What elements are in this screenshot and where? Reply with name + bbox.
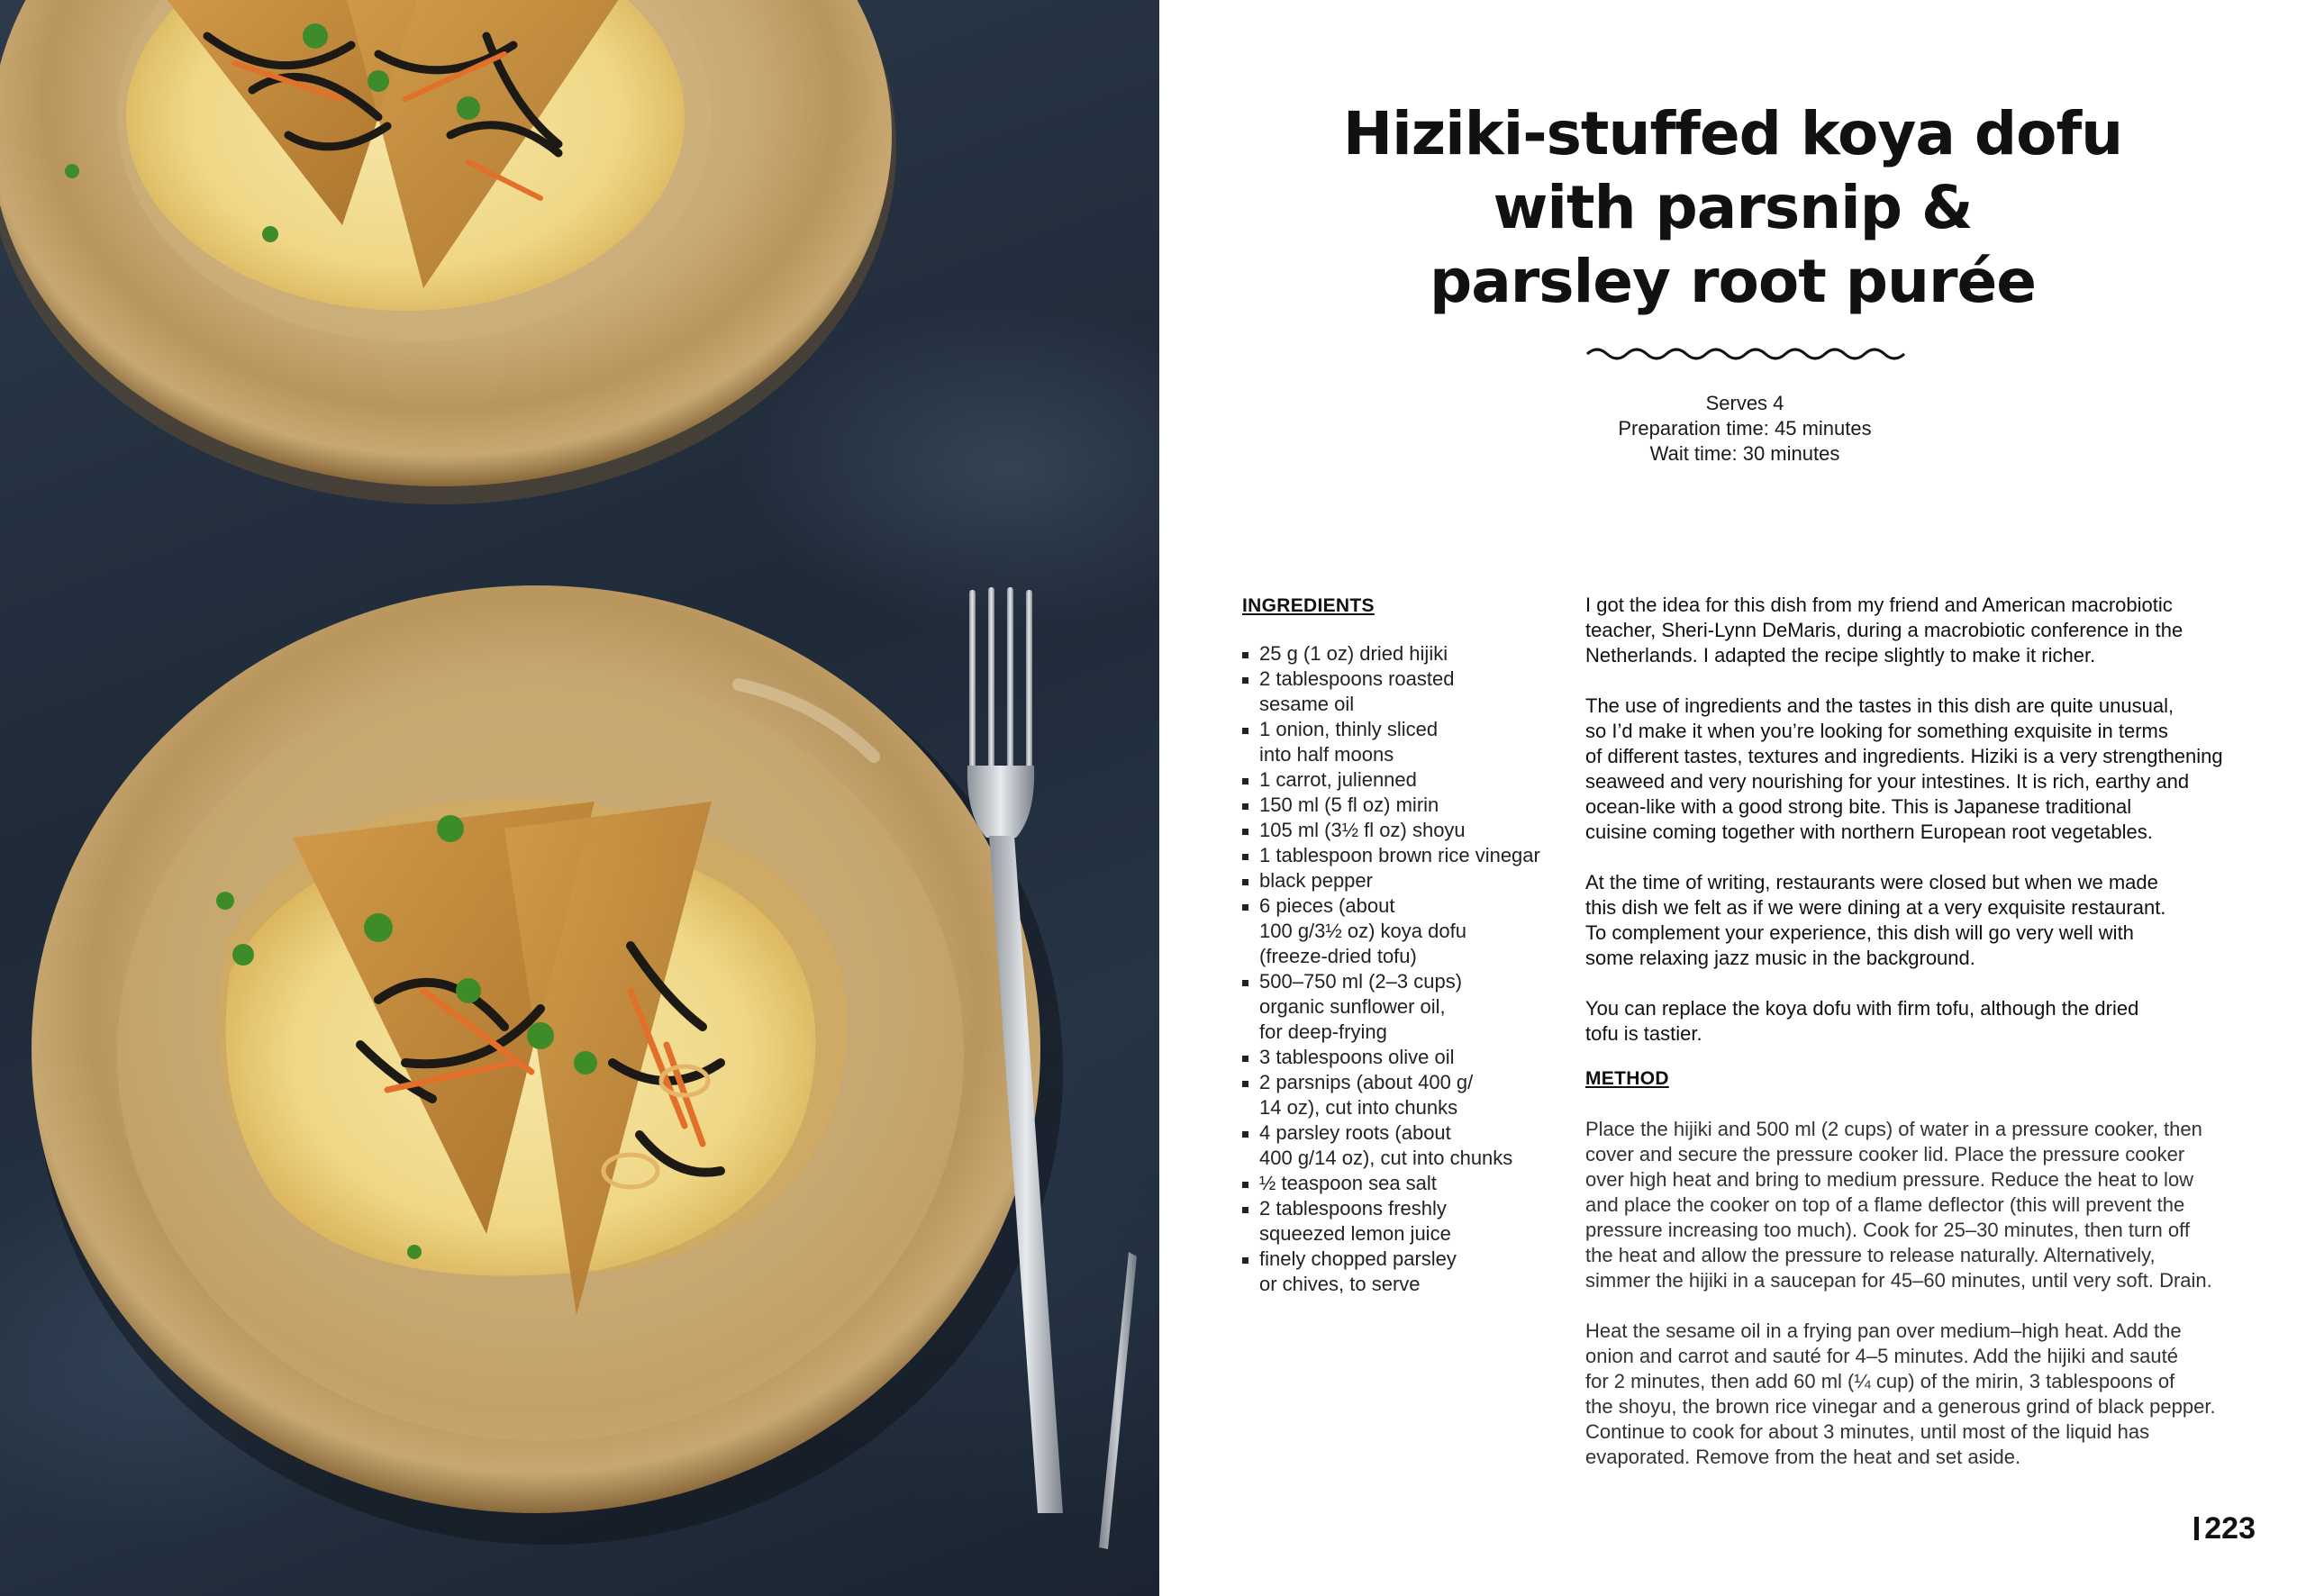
ingredient-text: 1 onion, thinly sliced (1259, 718, 1439, 740)
ingredient-text: organic sunflower oil, (1259, 995, 1446, 1018)
wait-time-text: Wait time: 30 minutes (1649, 442, 1840, 465)
ingredient-text: 4 parsley roots (about (1259, 1121, 1451, 1144)
ingredient-text: for deep-frying (1259, 1020, 1387, 1043)
ingredient-text: or chives, to serve (1259, 1273, 1421, 1295)
page-number (2194, 1511, 2256, 1546)
ingredient-text: 1 carrot, julienned (1259, 768, 1417, 791)
ingredient-text: 1 tablespoon brown rice vinegar (1259, 844, 1540, 866)
title-line: Hiziki-stuffed koya dofu (1342, 99, 2123, 168)
ingredient-text: 2 tablespoons freshly (1259, 1197, 1447, 1220)
recipe-meta (1159, 391, 2306, 467)
ingredient-item (1242, 1196, 1566, 1247)
ingredient-item (1242, 1070, 1566, 1120)
ingredient-text: into half moons (1259, 743, 1394, 766)
ingredient-text: ½ teaspoon sea salt (1259, 1172, 1437, 1194)
ingredient-text: 3 tablespoons olive oil (1259, 1046, 1455, 1068)
method-step: Heat the sesame oil in a frying pan over medium–high heat. Add the onion and carrot and sauté for 4–5 minutes. Add the hijiki and sauté for 2 minutes, then add 60 ml (¼ cup) of the mirin, 3 tablespoons of the shoyu, the brown rice vinegar and a generous grind of black pepper. Continue to cook for about 3 minutes, until most of the liquid has evaporated. Remove from the heat and set aside. (1585, 1319, 2216, 1468)
ingredient-item (1242, 1247, 1566, 1297)
method-heading: METHOD (1585, 1068, 1669, 1089)
ingredients-list (1242, 641, 1566, 1297)
ingredient-item (1242, 1120, 1566, 1171)
ingredient-text: 500–750 ml (2–3 cups) (1259, 970, 1463, 993)
page-number-bar (2194, 1517, 2199, 1540)
ingredient-text: black pepper (1259, 869, 1373, 892)
ingredient-text: 2 tablespoons roasted (1259, 667, 1455, 690)
ingredient-item (1242, 1171, 1566, 1196)
method-step: Place the hijiki and 500 ml (2 cups) of water in a pressure cooker, then cover and secure the pressure cooker lid. Place the pressure cooker over high heat and bring to medium pressure. Reduce the heat to low and place the cooker on top of a flame deflector (this will prevent the pressure increasing too much). Cook for 25–30 minutes, then turn off the heat and allow the pressure to release naturally. Alternatively, simmer the hijiki in a saucepan for 45–60 minutes, until very soft. Drain. (1585, 1118, 2212, 1292)
top-plate (0, 0, 896, 504)
intro-paragraph: The use of ingredients and the tastes in this dish are quite unusual, so I’d make it when you’re looking for something exquisite in terms of different tastes, textures and ingredients. Hiziki is a very strengthening seaweed and very nourishing for your intestines. It is rich, earthy and ocean-like with a good strong bite. This is Japanese traditional cuisine coming together with northern European root vegetables. (1585, 694, 2223, 843)
ingredient-text: 105 ml (3½ fl oz) shoyu (1259, 819, 1466, 841)
ingredient-text: (freeze-dried tofu) (1259, 945, 1417, 967)
ingredient-text: squeezed lemon juice (1259, 1222, 1451, 1245)
intro-paragraph: I got the idea for this dish from my friend and American macrobiotic teacher, Sheri-Lynn DeMaris, during a macrobiotic conference in the Netherlands. I adapted the recipe slightly to make it richer. (1585, 594, 2183, 667)
serves-text: Serves 4 (1705, 392, 1784, 414)
ingredient-text: 400 g/14 oz), cut into chunks (1259, 1147, 1513, 1169)
ingredient-text: 14 oz), cut into chunks (1259, 1096, 1458, 1119)
ingredient-item (1242, 641, 1566, 667)
title-line: parsley root purée (1429, 247, 2037, 316)
intro-text (1585, 593, 2270, 1047)
intro-paragraph: At the time of writing, restaurants were closed but when we made this dish we felt as if we were dining at a very exquisite restaurant. To complement your experience, this dish will go very well with some relaxing jazz music in the background. (1585, 871, 2166, 969)
recipe-title (1159, 97, 2306, 319)
ingredient-item (1242, 717, 1566, 767)
ingredient-item (1242, 767, 1566, 793)
ingredient-item (1242, 818, 1566, 843)
ingredient-item (1242, 969, 1566, 1045)
ingredient-text: 150 ml (5 fl oz) mirin (1259, 793, 1439, 816)
prep-time-text: Preparation time: 45 minutes (1618, 417, 1872, 440)
ingredient-item (1242, 893, 1566, 969)
page-number-text: 223 (2204, 1511, 2256, 1546)
ingredient-text: 2 parsnips (about 400 g/ (1259, 1071, 1474, 1093)
ingredient-text: 100 g/3½ oz) koya dofu (1259, 920, 1466, 942)
title-line: with parsnip & (1493, 173, 1973, 242)
decorative-wave-divider (1585, 344, 1905, 364)
ingredient-text: 25 g (1 oz) dried hijiki (1259, 642, 1448, 665)
ingredient-item (1242, 1045, 1566, 1070)
ingredient-item (1242, 843, 1566, 868)
ingredient-text: sesame oil (1259, 693, 1355, 715)
ingredient-text: finely chopped parsley (1259, 1247, 1457, 1270)
ingredient-item (1242, 793, 1566, 818)
intro-paragraph: You can replace the koya dofu with firm tofu, although the dried tofu is tastier. (1585, 997, 2139, 1045)
ingredient-text: 6 pieces (about (1259, 894, 1395, 917)
method-text (1585, 1117, 2270, 1470)
ingredient-item (1242, 667, 1566, 717)
bottom-plate (32, 585, 1063, 1545)
ingredient-item (1242, 868, 1566, 893)
ingredients-heading: INGREDIENTS (1242, 595, 1375, 616)
